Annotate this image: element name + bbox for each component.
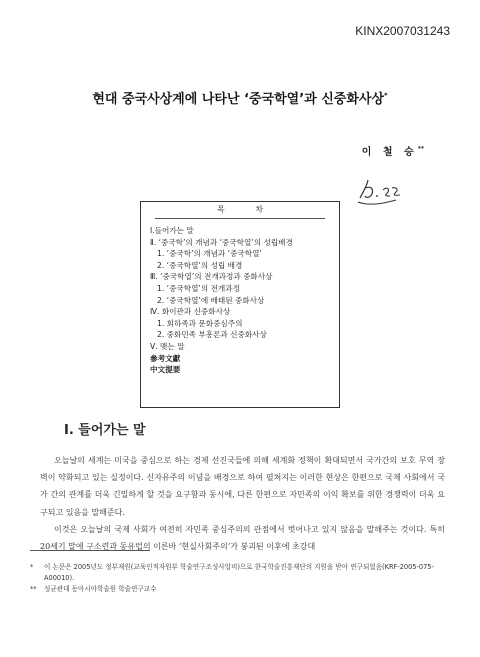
toc-item[interactable]: 中文提要: [150, 365, 181, 375]
toc-item[interactable]: Ⅴ. 맺는 말: [150, 341, 185, 351]
paper-title-text: 현대 중국사상계에 나타난 ‘중국학열’과 신중화사상: [92, 92, 385, 107]
document-id: KINX2007031243: [355, 24, 450, 38]
toc-item[interactable]: Ⅲ. ‘중국학열’의 전개과정과 중화사상: [150, 272, 273, 282]
toc-title: 목 차: [217, 205, 277, 214]
author-name: [362, 143, 424, 158]
footnote-mark: *: [30, 563, 34, 571]
toc-item[interactable]: 1. ‘중국학열’의 전개과정: [157, 283, 240, 293]
toc-title-rule: [155, 218, 325, 219]
handwritten-page-note: [356, 176, 406, 208]
toc-item[interactable]: 1. ‘중국학’의 개념과 ‘중국학열’: [157, 249, 262, 259]
author-name-text: 이 철 승: [361, 147, 418, 158]
table-of-contents: [140, 201, 340, 408]
footnote-text: 성균관대 동아시아학술원 학술연구교수: [44, 585, 157, 593]
footnote-text: 이 논문은 2005년도 정부재원(교육인적자원부 학술연구조성사업비)으로 한국학술진흥재단의 지원을 받아 연구되었음(KRF-2005-075-A00010).: [44, 563, 434, 582]
toc-item[interactable]: 2. ‘중국학열’의 성립 배경: [157, 260, 243, 270]
paper-title: [0, 88, 480, 107]
toc-item[interactable]: 2. ‘중국학열’에 배태된 중화사상: [157, 295, 265, 305]
toc-item[interactable]: Ⅳ. 화이관과 신중화사상: [150, 307, 231, 317]
footnote-mark: **: [30, 585, 37, 593]
footnote: [30, 562, 450, 584]
toc-item[interactable]: 1. 회하족과 문화중심주의: [157, 318, 243, 328]
title-footnote-mark: *: [384, 91, 388, 100]
toc-item[interactable]: Ⅰ.들어가는 말: [150, 226, 194, 235]
author-footnote-mark: **: [417, 145, 424, 153]
footnote: [30, 584, 450, 595]
footnotes: [30, 562, 450, 595]
section-heading: Ⅰ. 들어가는 말: [64, 423, 146, 438]
toc-list: [141, 225, 339, 376]
footnote-divider: [30, 550, 150, 551]
body-text: [40, 452, 445, 555]
toc-item[interactable]: Ⅱ. ‘중국학’의 개념과 ‘중국학열’의 성립배경: [150, 237, 293, 247]
toc-item[interactable]: 2. 중화민족 부흥론과 신중화사상: [157, 330, 267, 340]
body-paragraph: 이것은 오늘날의 국제 사회가 여전히 자민족 중심주의의 관점에서 벗어나고 있지 않음을 말해주는 것이다. 특히 20세기 말에 구소련과 동유럽의 이른바 ‘현실사회주의’가 붕괴된 이후에 초강대: [40, 524, 445, 552]
body-paragraph: 오늘날의 세계는 미국을 중심으로 하는 경제 선진국들에 의해 세계화 정책이 확대되면서 국가간의 보호 무역 장벽이 약화되고 있는 실정이다. 신자유주의 이념을 배경으로 하여 펼쳐지는 이러한 현상은 한편으로 국제 사회에서 국가 간의 관계를 더욱 긴밀하게 할 것을 요구함과 동시에, 다른 한편으로 자민족의 이익 확보를 위한 경쟁력이 더욱 요구되고 있음을 말해준다.: [40, 456, 445, 517]
toc-item[interactable]: 參考文獻: [150, 353, 181, 363]
